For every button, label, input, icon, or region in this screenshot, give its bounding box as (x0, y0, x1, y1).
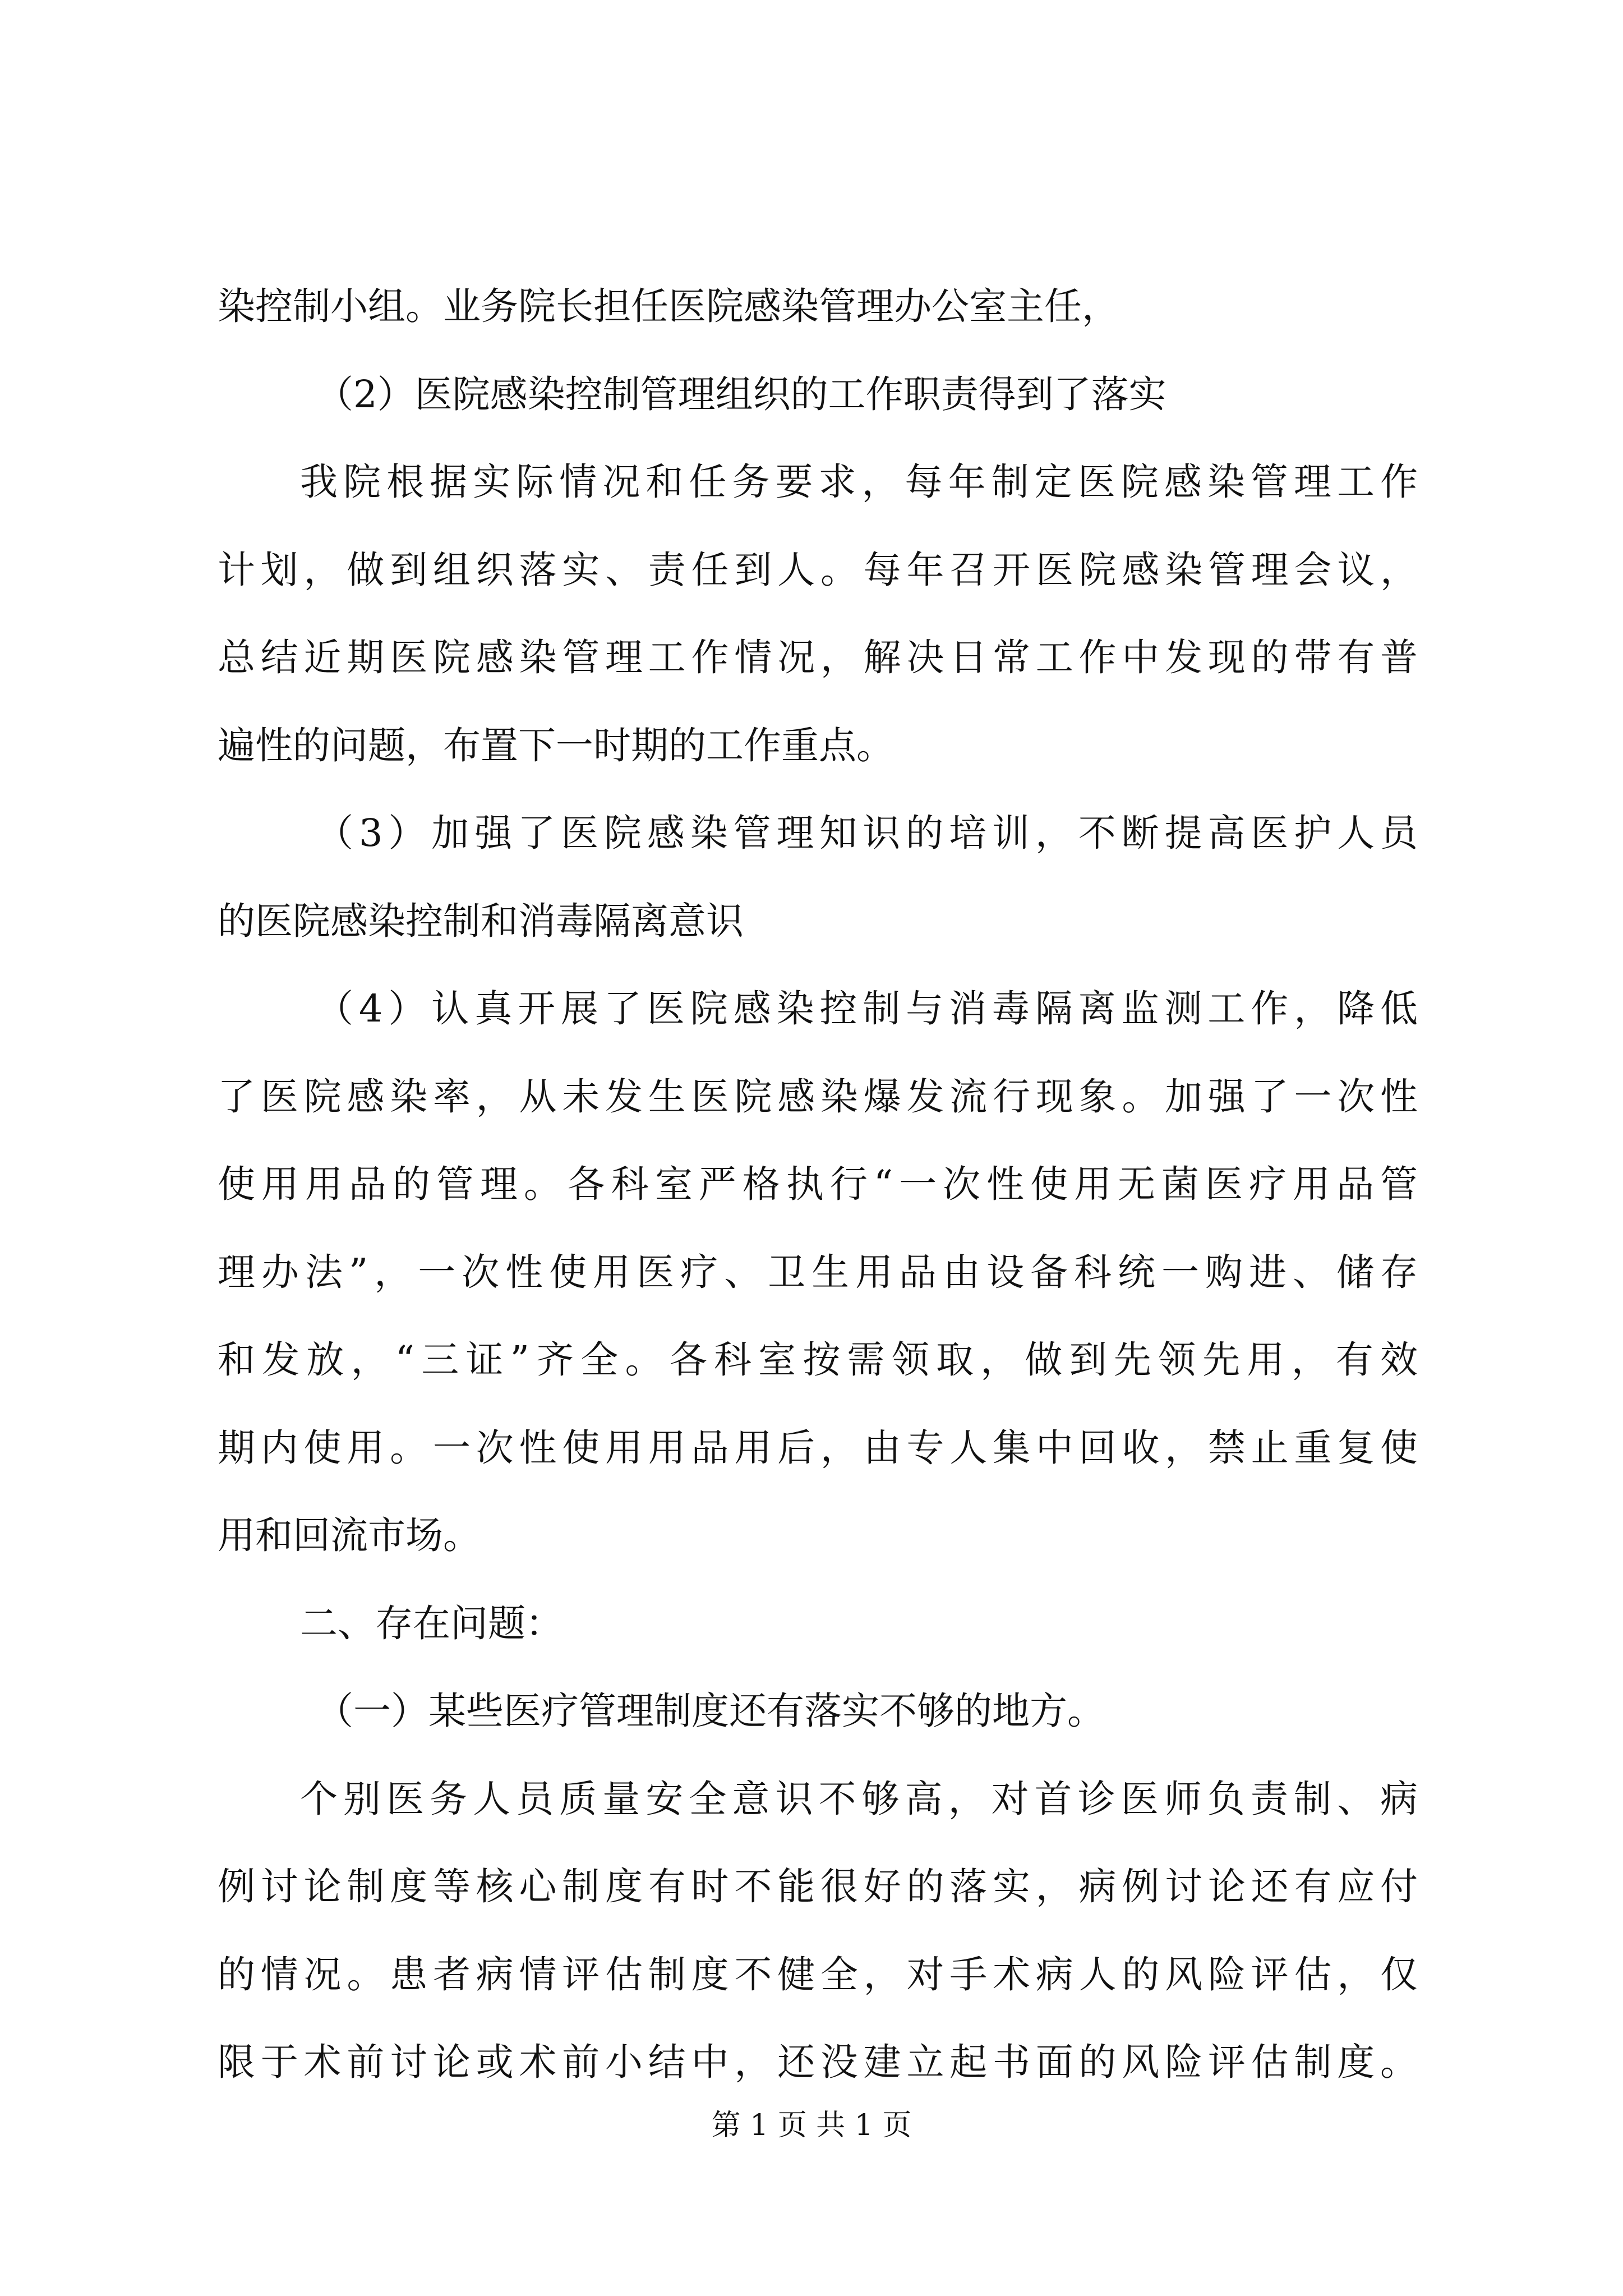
section-heading: 二、存在问题： (300, 1601, 563, 1645)
text-line: 和发放，“三证”齐全。各科室按需领取，做到先领先用，有效 (218, 1338, 1418, 1382)
text-line: 理办法”，一次性使用医疗、卫生用品由设备科统一购进、储存 (218, 1250, 1418, 1294)
text-line: 用和回流市场。 (218, 1513, 481, 1557)
document-body (218, 263, 1418, 2106)
text-line: 的医院感染控制和消毒隔离意识 (218, 899, 744, 943)
text-line: 例讨论制度等核心制度有时不能很好的落实，病例讨论还有应付 (218, 1865, 1418, 1908)
text-line: 遍性的问题，布置下一时期的工作重点。 (218, 723, 894, 767)
text-line: 我院根据实际情况和任务要求，每年制定医院感染管理工作 (300, 460, 1418, 504)
text-line: 限于术前讨论或术前小结中，还没建立起书面的风险评估制度。 (218, 2040, 1418, 2084)
text-line: （3）加强了医院感染管理知识的培训，不断提高医护人员 (316, 811, 1418, 855)
text-line: 期内使用。一次性使用用品用后，由专人集中回收，禁止重复使 (218, 1425, 1418, 1470)
text-line: 的情况。患者病情评估制度不健全，对手术病人的风险评估，仅 (218, 1952, 1418, 1996)
subsection-heading: （一）某些医疗管理制度还有落实不够的地方。 (316, 1689, 1105, 1733)
text-line: 总结近期医院感染管理工作情况，解决日常工作中发现的带有普 (218, 636, 1418, 679)
text-line: （2）医院感染控制管理组织的工作职责得到了落实 (316, 372, 1166, 416)
text-line: 了医院感染率，从未发生医院感染爆发流行现象。加强了一次性 (218, 1074, 1418, 1119)
text-line: 计划，做到组织落实、责任到人。每年召开医院感染管理会议， (218, 547, 1418, 592)
text-line: 个别医务人员质量安全意识不够高，对首诊医师负责制、病 (300, 1777, 1418, 1821)
text-line: 染控制小组。业务院长担任医院感染管理办公室主任， (218, 284, 1119, 328)
text-line: （4）认真开展了医院感染控制与消毒隔离监测工作，降低 (316, 987, 1418, 1030)
page-footer: 第 1 页 共 1 页 (711, 2109, 912, 2142)
text-line: 使用用品的管理。各科室严格执行“一次性使用无菌医疗用品管 (218, 1162, 1418, 1206)
